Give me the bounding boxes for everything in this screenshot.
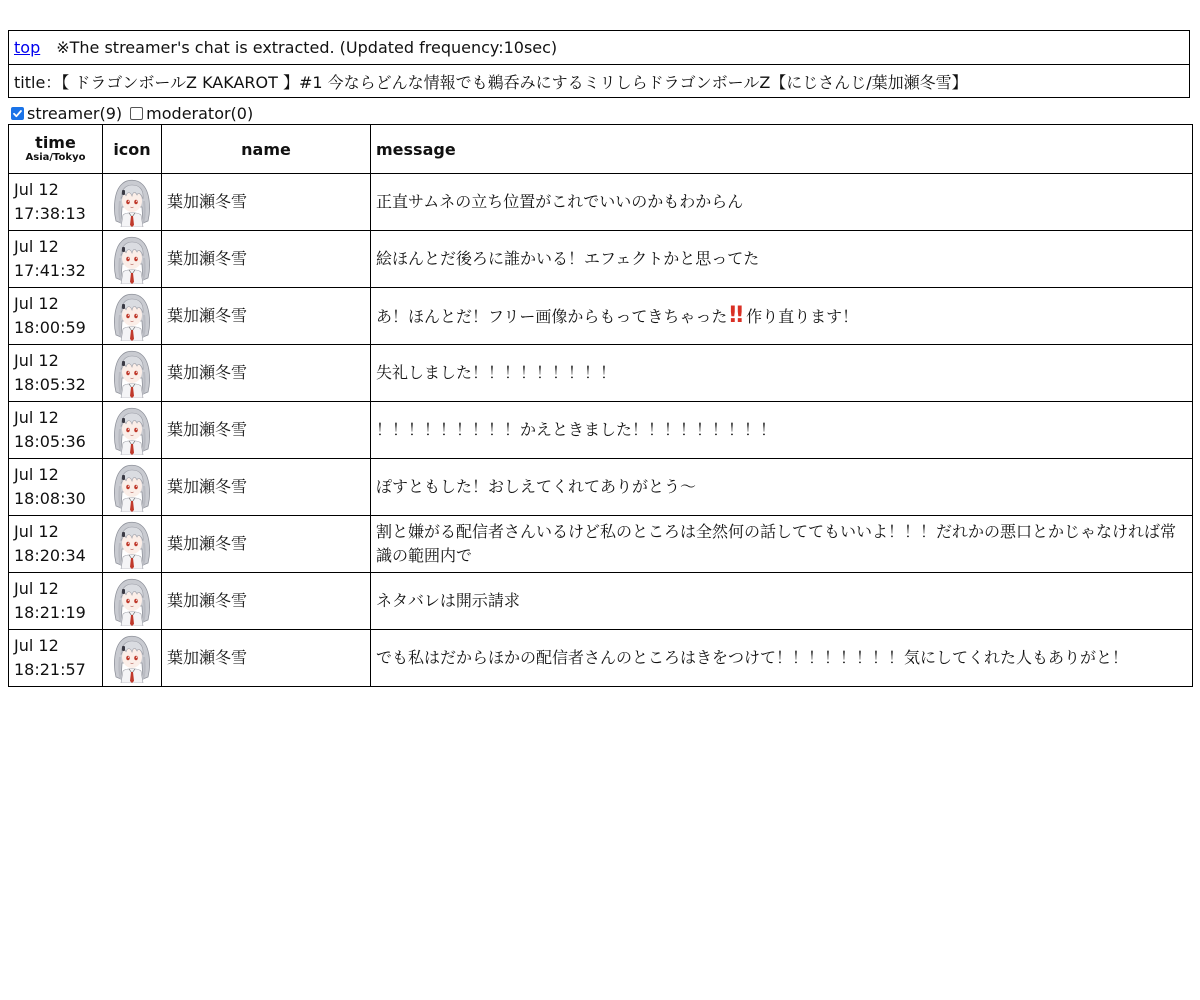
chat-row bbox=[9, 516, 1193, 573]
avatar-icon bbox=[110, 462, 154, 512]
date-text: Jul 12 bbox=[14, 522, 59, 541]
icon-cell bbox=[103, 174, 162, 231]
icon-column-header: icon bbox=[103, 125, 162, 174]
avatar-icon bbox=[110, 291, 154, 341]
time-text: 17:41:32 bbox=[14, 261, 86, 280]
time-cell bbox=[9, 630, 103, 687]
author-name: 葉加瀬冬雪 bbox=[162, 288, 371, 345]
message-text: ネタバレは開示請求 bbox=[376, 591, 520, 610]
chat-row bbox=[9, 345, 1193, 402]
icon-cell bbox=[103, 459, 162, 516]
date-text: Jul 12 bbox=[14, 408, 59, 427]
stream-title: title：【 ドラゴンボールZ KAKAROT 】#1 今ならどんな情報でも鵜呑みにするミリしらドラゴンボールZ【にじさんじ/葉加瀬冬雪】 bbox=[14, 72, 968, 92]
date-text: Jul 12 bbox=[14, 237, 59, 256]
header-info-row bbox=[9, 31, 1189, 64]
streamer-filter-label: streamer(9) bbox=[27, 103, 123, 123]
icon-cell bbox=[103, 573, 162, 630]
message-cell bbox=[371, 573, 1193, 630]
avatar-icon bbox=[110, 576, 154, 626]
author-name: 葉加瀬冬雪 bbox=[162, 459, 371, 516]
author-name: 葉加瀬冬雪 bbox=[162, 630, 371, 687]
message-text: 割と嫌がる配信者さんいるけど私のところは全然何の話しててもいいよ！！！だれかの悪口とかじゃなければ常識の範囲内で bbox=[376, 522, 1177, 565]
message-text-part: 作り直ります！ bbox=[746, 306, 859, 326]
icon-cell bbox=[103, 402, 162, 459]
icon-cell bbox=[103, 345, 162, 402]
avatar-icon bbox=[110, 519, 154, 569]
date-text: Jul 12 bbox=[14, 294, 59, 313]
avatar-icon bbox=[110, 348, 154, 398]
date-text: Jul 12 bbox=[14, 636, 59, 655]
moderator-checkbox[interactable] bbox=[130, 107, 143, 120]
message-text: でも私はだからほかの配信者さんのところはきをつけて！！！！！！！！気にしてくれた人もありがと！ bbox=[376, 648, 1129, 667]
message-cell bbox=[371, 288, 1193, 345]
message-text: 正直サムネの立ち位置がこれでいいのかもわからん bbox=[376, 192, 744, 211]
time-text: 18:21:19 bbox=[14, 603, 86, 622]
icon-cell bbox=[103, 288, 162, 345]
date-text: Jul 12 bbox=[14, 579, 59, 598]
chat-table bbox=[8, 124, 1193, 687]
message-cell bbox=[371, 459, 1193, 516]
streamer-checkbox[interactable] bbox=[11, 107, 24, 120]
chat-row bbox=[9, 402, 1193, 459]
top-link[interactable]: top bbox=[14, 38, 41, 57]
author-name: 葉加瀬冬雪 bbox=[162, 231, 371, 288]
message-cell bbox=[371, 174, 1193, 231]
time-text: 17:38:13 bbox=[14, 204, 86, 223]
time-text: 18:21:57 bbox=[14, 660, 86, 679]
author-name: 葉加瀬冬雪 bbox=[162, 573, 371, 630]
message-text: ぽすともした！おしえてくれてありがとう～ bbox=[376, 477, 697, 496]
extraction-note: ※The streamer's chat is extracted. (Updated frequency:10sec) bbox=[56, 38, 558, 57]
message-text: 失礼しました！！！！！！！！！ bbox=[376, 363, 617, 382]
time-cell bbox=[9, 345, 103, 402]
time-cell bbox=[9, 516, 103, 573]
streamer-filter[interactable] bbox=[11, 104, 122, 123]
timezone-label: Asia/Tokyo bbox=[25, 152, 86, 163]
table-header-row bbox=[9, 125, 1193, 174]
chat-row bbox=[9, 573, 1193, 630]
moderator-filter[interactable] bbox=[130, 104, 253, 123]
message-cell bbox=[371, 345, 1193, 402]
chat-row bbox=[9, 459, 1193, 516]
chat-body bbox=[9, 174, 1193, 687]
message-cell bbox=[371, 402, 1193, 459]
time-cell bbox=[9, 573, 103, 630]
message-text: 絵ほんとだ後ろに誰かいる！エフェクトかと思ってた bbox=[376, 249, 760, 268]
author-name: 葉加瀬冬雪 bbox=[162, 174, 371, 231]
time-cell bbox=[9, 174, 103, 231]
checkmark-icon bbox=[12, 108, 23, 119]
time-text: 18:08:30 bbox=[14, 489, 86, 508]
author-name: 葉加瀬冬雪 bbox=[162, 402, 371, 459]
time-cell bbox=[9, 288, 103, 345]
avatar-icon bbox=[110, 234, 154, 284]
name-column-header: name bbox=[162, 125, 371, 174]
time-text: 18:05:36 bbox=[14, 432, 86, 451]
message-cell bbox=[371, 630, 1193, 687]
time-header-label: time bbox=[35, 133, 76, 152]
avatar-icon bbox=[110, 405, 154, 455]
icon-cell bbox=[103, 516, 162, 573]
avatar-icon bbox=[110, 177, 154, 227]
avatar-icon bbox=[110, 633, 154, 683]
date-text: Jul 12 bbox=[14, 351, 59, 370]
time-cell bbox=[9, 402, 103, 459]
message-cell bbox=[371, 231, 1193, 288]
icon-cell bbox=[103, 231, 162, 288]
author-name: 葉加瀬冬雪 bbox=[162, 516, 371, 573]
chat-row bbox=[9, 288, 1193, 345]
moderator-filter-label: moderator(0) bbox=[146, 103, 254, 123]
message-text-part: あ！ほんとだ！フリー画像からもってきちゃった bbox=[376, 306, 728, 326]
header-title-row bbox=[9, 64, 1189, 97]
date-text: Jul 12 bbox=[14, 180, 59, 199]
message-cell bbox=[371, 516, 1193, 573]
time-text: 18:20:34 bbox=[14, 546, 86, 565]
author-name: 葉加瀬冬雪 bbox=[162, 345, 371, 402]
message-text: ！！！！！！！！！かえときました！！！！！！！！！ bbox=[376, 420, 777, 439]
time-text: 18:00:59 bbox=[14, 318, 86, 337]
role-filters bbox=[11, 103, 261, 123]
time-column-header bbox=[9, 125, 103, 174]
icon-cell bbox=[103, 630, 162, 687]
message-column-header: message bbox=[371, 125, 1193, 174]
chat-row bbox=[9, 174, 1193, 231]
date-text: Jul 12 bbox=[14, 465, 59, 484]
time-text: 18:05:32 bbox=[14, 375, 86, 394]
chat-row bbox=[9, 630, 1193, 687]
double-exclamation-icon: ‼ bbox=[729, 302, 741, 328]
time-cell bbox=[9, 231, 103, 288]
chat-row bbox=[9, 231, 1193, 288]
time-cell bbox=[9, 459, 103, 516]
header-box bbox=[8, 30, 1190, 98]
